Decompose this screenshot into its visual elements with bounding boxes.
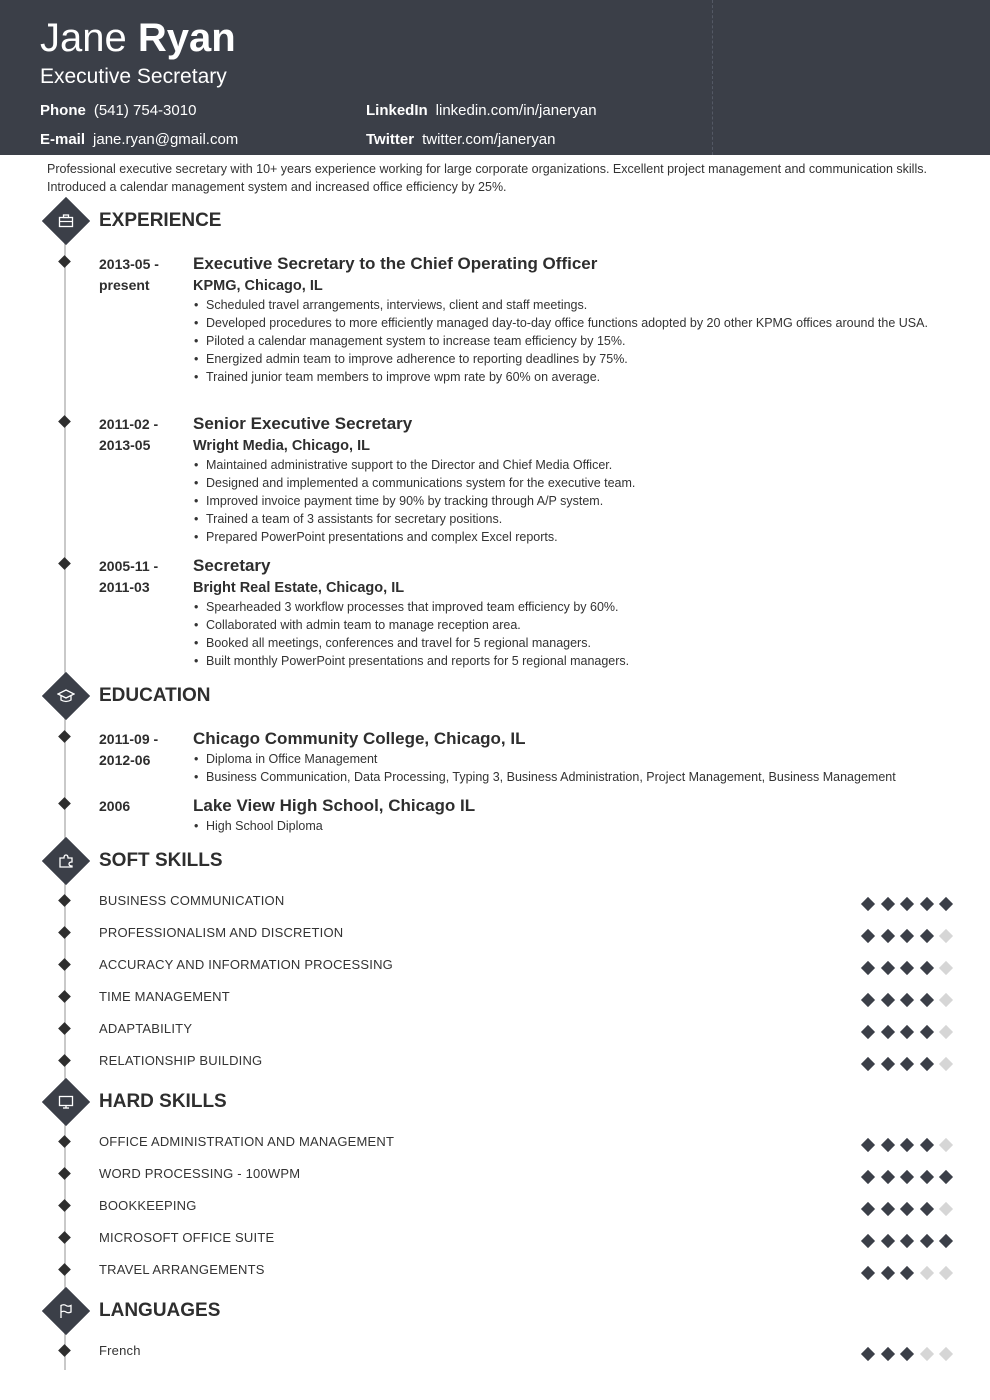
education-bullets: [193, 750, 933, 786]
contact-linkedin: [366, 101, 597, 121]
skill-name: TIME MANAGEMENT: [99, 989, 230, 1004]
contact-twitter: [366, 130, 555, 150]
school-name: Chicago Community College, Chicago, IL: [193, 729, 526, 748]
date-start: 2006: [99, 798, 131, 814]
rating-empty-diamond: [919, 1347, 933, 1361]
rating-filled-diamond: [900, 1234, 914, 1248]
rating-filled-diamond: [919, 1170, 933, 1184]
skill-name: ADAPTABILITY: [99, 1021, 193, 1036]
list-item: • Diploma in Office Management: [193, 750, 933, 768]
job-title: Executive Secretary to the Chief Operating Officer: [193, 254, 598, 273]
rating-empty-diamond: [939, 1138, 953, 1152]
list-item: • Piloted a calendar management system to increase team efficiency by 15%.: [193, 332, 933, 350]
flag-icon: [50, 1295, 82, 1327]
timeline-marker: [58, 990, 71, 1003]
rating-filled-diamond: [880, 929, 894, 943]
job-company: Wright Media, Chicago, IL: [193, 438, 370, 454]
rating-filled-diamond: [919, 1138, 933, 1152]
last-name: Ryan: [137, 16, 236, 60]
rating-filled-diamond: [900, 961, 914, 975]
skill-rating: [860, 1056, 952, 1072]
list-item: • Spearheaded 3 workflow processes that improved team efficiency by 60%.: [193, 598, 933, 616]
timeline-marker: [58, 926, 71, 939]
contact-value: twitter.com/janeryan: [422, 131, 556, 148]
education-bullets: [193, 817, 933, 835]
timeline-marker: [58, 1135, 71, 1148]
rating-filled-diamond: [861, 961, 875, 975]
candidate-name: [40, 14, 236, 62]
job-company: Bright Real Estate, Chicago, IL: [193, 580, 405, 596]
rating-filled-diamond: [861, 1170, 875, 1184]
timeline-line: [64, 220, 66, 1370]
skill-rating: [860, 992, 952, 1008]
rating-filled-diamond: [900, 1202, 914, 1216]
graduation-cap-icon: [50, 680, 82, 712]
education-heading: EDUCATION: [99, 685, 211, 706]
date-end: present: [99, 277, 150, 293]
skill-name: WORD PROCESSING - 100WPM: [99, 1166, 301, 1181]
rating-empty-diamond: [939, 1347, 953, 1361]
rating-filled-diamond: [861, 993, 875, 1007]
contact-phone: [40, 101, 196, 121]
timeline-marker: [58, 557, 71, 570]
list-item: • Scheduled travel arrangements, interviews, client and staff meetings.: [193, 296, 933, 314]
rating-filled-diamond: [861, 1025, 875, 1039]
rating-empty-diamond: [939, 1025, 953, 1039]
puzzle-icon: [50, 845, 82, 877]
timeline-marker: [58, 1263, 71, 1276]
contact-value: jane.ryan@gmail.com: [93, 131, 239, 148]
job-title: Senior Executive Secretary: [193, 414, 413, 433]
rating-filled-diamond: [919, 1057, 933, 1071]
skill-name: BOOKKEEPING: [99, 1198, 197, 1213]
list-item: • Trained a team of 3 assistants for secretary positions.: [193, 510, 933, 528]
briefcase-icon: [50, 205, 82, 237]
rating-filled-diamond: [900, 1057, 914, 1071]
list-item: • Trained junior team members to improve wpm rate by 60% on average.: [193, 368, 933, 386]
timeline-marker: [58, 1167, 71, 1180]
contact-label: Phone: [40, 102, 86, 119]
rating-filled-diamond: [900, 1347, 914, 1361]
list-item: • Prepared PowerPoint presentations and complex Excel reports.: [193, 528, 933, 546]
rating-filled-diamond: [919, 961, 933, 975]
rating-filled-diamond: [861, 1266, 875, 1280]
rating-filled-diamond: [900, 1025, 914, 1039]
list-item: • Business Communication, Data Processing, Typing 3, Business Administration, Project Management, Business Management: [193, 768, 933, 786]
rating-empty-diamond: [939, 929, 953, 943]
rating-filled-diamond: [880, 897, 894, 911]
timeline-marker: [58, 1344, 71, 1357]
date-end: 2012-06: [99, 752, 151, 768]
list-item: • Collaborated with admin team to manage reception area.: [193, 616, 933, 634]
rating-filled-diamond: [939, 1234, 953, 1248]
timeline-marker: [58, 415, 71, 428]
language-name: French: [99, 1343, 141, 1358]
resume-header: [0, 0, 990, 155]
hard-skills-heading: HARD SKILLS: [99, 1091, 227, 1112]
list-item: • Improved invoice payment time by 90% by tracking through A/P system.: [193, 492, 933, 510]
rating-filled-diamond: [880, 1025, 894, 1039]
date-end: 2011-03: [99, 579, 150, 595]
skill-rating: [860, 1265, 952, 1281]
skill-rating: [860, 1024, 952, 1040]
list-item: • Developed procedures to more efficiently managed day-to-day office functions adopted by 20 other KPMG offices around the USA.: [193, 314, 933, 332]
timeline-marker: [58, 1231, 71, 1244]
job-bullets: [193, 456, 933, 546]
job-bullets: [193, 296, 933, 386]
list-item: • Designed and implemented a communications system for the executive team.: [193, 474, 933, 492]
education-dates: [99, 729, 189, 771]
hard-skills-section-badge: [42, 1078, 90, 1126]
skill-name: ACCURACY AND INFORMATION PROCESSING: [99, 957, 393, 972]
job-title: Secretary: [193, 556, 271, 575]
rating-filled-diamond: [861, 1234, 875, 1248]
rating-filled-diamond: [880, 961, 894, 975]
soft-skills-heading: SOFT SKILLS: [99, 850, 223, 871]
date-start: 2013-05 -: [99, 256, 159, 272]
school-name: Lake View High School, Chicago IL: [193, 796, 476, 815]
rating-empty-diamond: [939, 961, 953, 975]
soft-skills-section-badge: [42, 837, 90, 885]
contact-label: LinkedIn: [366, 102, 428, 119]
rating-filled-diamond: [880, 1347, 894, 1361]
skill-name: BUSINESS COMMUNICATION: [99, 893, 285, 908]
timeline-marker: [58, 958, 71, 971]
rating-filled-diamond: [880, 1202, 894, 1216]
rating-filled-diamond: [880, 1138, 894, 1152]
rating-empty-diamond: [919, 1266, 933, 1280]
rating-filled-diamond: [861, 1057, 875, 1071]
education-dates: [99, 796, 189, 817]
job-dates: [99, 254, 189, 296]
list-item: • High School Diploma: [193, 817, 933, 835]
rating-filled-diamond: [919, 1234, 933, 1248]
skill-rating: [860, 960, 952, 976]
header-divider: [712, 0, 713, 155]
rating-empty-diamond: [939, 1057, 953, 1071]
timeline-marker: [58, 255, 71, 268]
rating-filled-diamond: [880, 1266, 894, 1280]
rating-filled-diamond: [861, 1138, 875, 1152]
professional-summary: Professional executive secretary with 10+ years experience working for large corporate organizations. Excellent project management and communication skills. Introduced a calendar management system and increased office efficiency by 25%.: [47, 162, 927, 194]
skill-rating: [860, 1233, 952, 1249]
contact-value: (541) 754-3010: [93, 102, 197, 119]
contact-email: [40, 130, 238, 150]
rating-filled-diamond: [880, 1234, 894, 1248]
rating-filled-diamond: [861, 1202, 875, 1216]
rating-filled-diamond: [900, 897, 914, 911]
skill-rating: [860, 1137, 952, 1153]
experience-section-badge: [42, 197, 90, 245]
date-start: 2011-02 -: [99, 416, 159, 432]
rating-filled-diamond: [880, 993, 894, 1007]
timeline-marker: [58, 894, 71, 907]
rating-filled-diamond: [939, 1170, 953, 1184]
rating-filled-diamond: [900, 1170, 914, 1184]
rating-filled-diamond: [919, 929, 933, 943]
experience-heading: EXPERIENCE: [99, 210, 222, 231]
rating-filled-diamond: [919, 1202, 933, 1216]
candidate-title: Executive Secretary: [40, 65, 227, 88]
rating-filled-diamond: [880, 1057, 894, 1071]
monitor-icon: [50, 1086, 82, 1118]
rating-filled-diamond: [861, 929, 875, 943]
rating-filled-diamond: [861, 897, 875, 911]
contact-label: E-mail: [40, 131, 86, 148]
rating-filled-diamond: [880, 1170, 894, 1184]
rating-empty-diamond: [939, 1202, 953, 1216]
timeline-marker: [58, 730, 71, 743]
skill-name: TRAVEL ARRANGEMENTS: [99, 1262, 265, 1277]
languages-heading: LANGUAGES: [99, 1300, 221, 1321]
list-item: • Booked all meetings, conferences and travel for 5 regional managers.: [193, 634, 933, 652]
skill-name: RELATIONSHIP BUILDING: [99, 1053, 263, 1068]
languages-section-badge: [42, 1287, 90, 1335]
skill-name: OFFICE ADMINISTRATION AND MANAGEMENT: [99, 1134, 395, 1149]
rating-filled-diamond: [939, 897, 953, 911]
rating-filled-diamond: [900, 1266, 914, 1280]
timeline-marker: [58, 1199, 71, 1212]
job-dates: [99, 414, 189, 456]
timeline-marker: [58, 1022, 71, 1035]
date-start: 2011-09 -: [99, 731, 159, 747]
job-company: KPMG, Chicago, IL: [193, 278, 323, 294]
rating-filled-diamond: [900, 1138, 914, 1152]
skill-name: PROFESSIONALISM AND DISCRETION: [99, 925, 344, 940]
skill-rating: [860, 1201, 952, 1217]
rating-filled-diamond: [900, 929, 914, 943]
timeline-marker: [58, 797, 71, 810]
rating-empty-diamond: [939, 993, 953, 1007]
date-end: 2013-05: [99, 437, 151, 453]
rating-empty-diamond: [939, 1266, 953, 1280]
job-dates: [99, 556, 189, 598]
skill-rating: [860, 1169, 952, 1185]
rating-filled-diamond: [919, 993, 933, 1007]
date-start: 2005-11 -: [99, 558, 159, 574]
language-rating: [860, 1346, 952, 1362]
rating-filled-diamond: [900, 993, 914, 1007]
skill-rating: [860, 896, 952, 912]
rating-filled-diamond: [919, 897, 933, 911]
list-item: • Energized admin team to improve adherence to reporting deadlines by 75%.: [193, 350, 933, 368]
rating-filled-diamond: [919, 1025, 933, 1039]
list-item: • Built monthly PowerPoint presentations and reports for 5 regional managers.: [193, 652, 933, 670]
education-section-badge: [42, 672, 90, 720]
first-name: Jane: [40, 16, 127, 60]
skill-rating: [860, 928, 952, 944]
job-bullets: [193, 598, 933, 670]
contact-label: Twitter: [366, 131, 415, 148]
timeline-marker: [58, 1054, 71, 1067]
list-item: • Maintained administrative support to the Director and Chief Media Officer.: [193, 456, 933, 474]
skill-name: MICROSOFT OFFICE SUITE: [99, 1230, 275, 1245]
contact-value: linkedin.com/in/janeryan: [435, 102, 597, 119]
rating-filled-diamond: [861, 1347, 875, 1361]
